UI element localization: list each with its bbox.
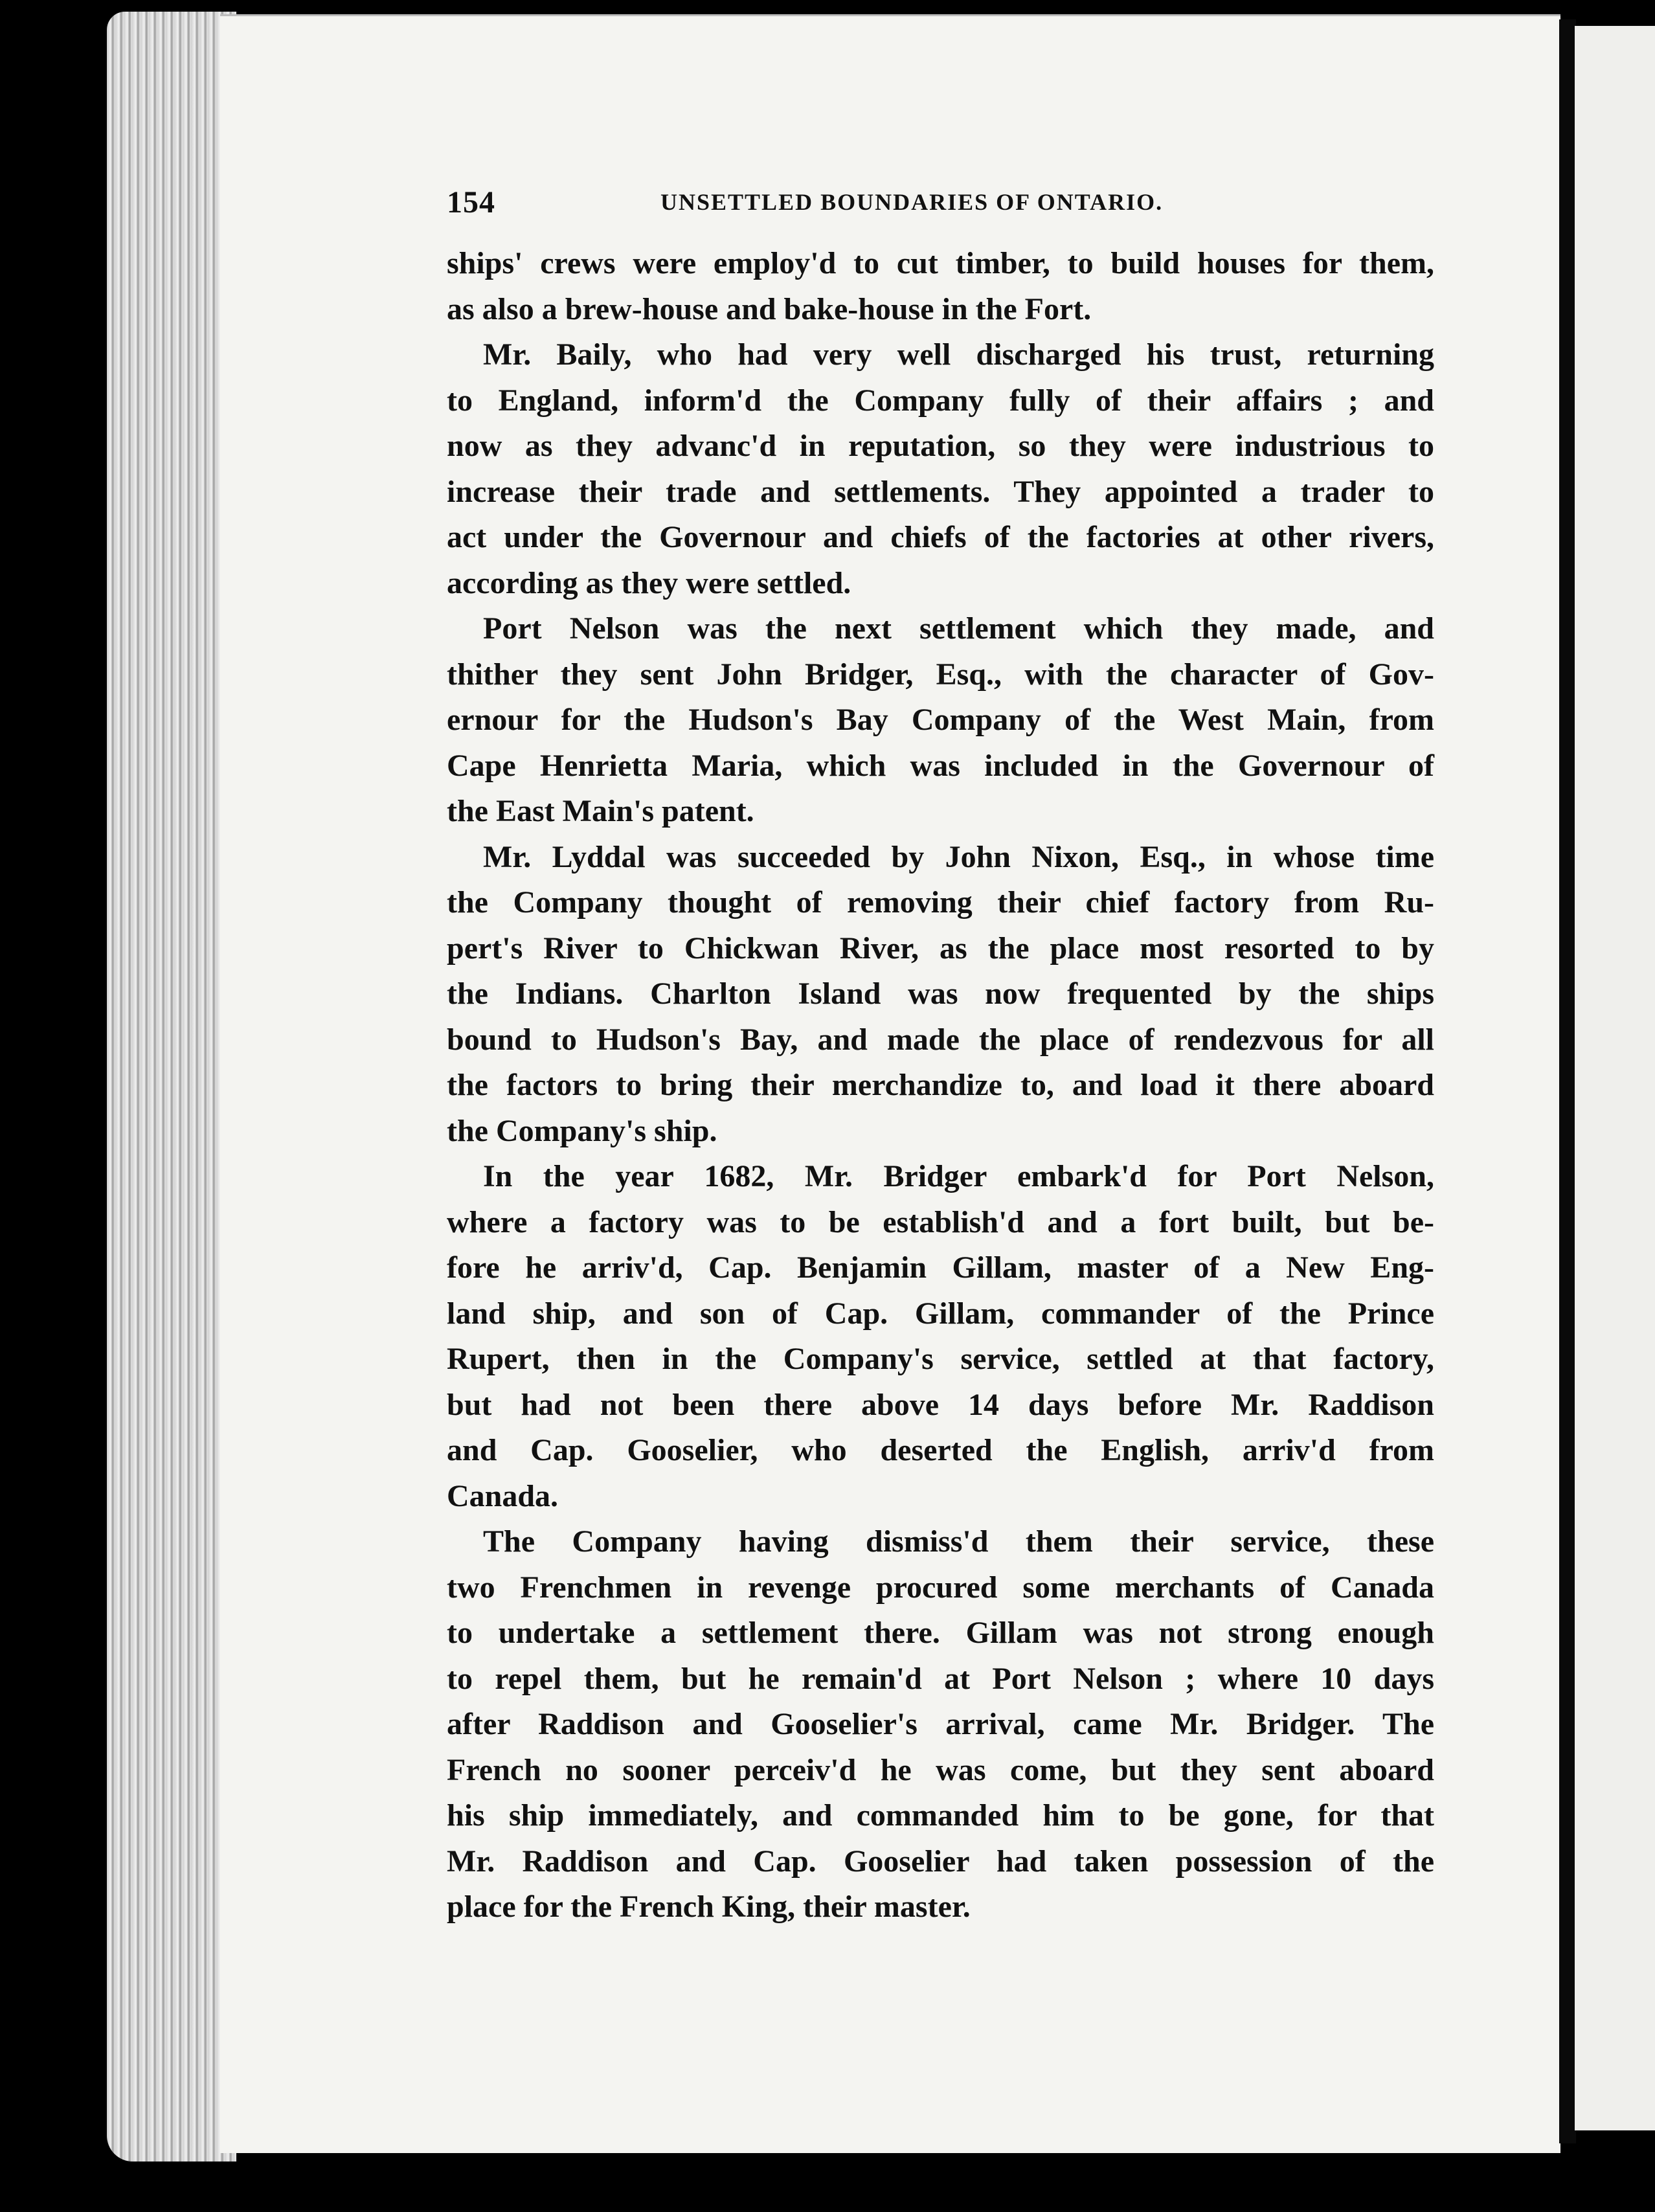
text-line: where a factory was to be establish'd and a fort built, but be- bbox=[447, 1204, 1434, 1239]
text-line: after Raddison and Gooselier's arrival, came Mr. Bridger. The bbox=[447, 1707, 1434, 1741]
text-line: French no sooner perceiv'd he was come, but they sent aboard bbox=[447, 1752, 1434, 1787]
text-line: Canada. bbox=[447, 1478, 559, 1513]
page-header bbox=[447, 185, 1418, 230]
text-line: Cape Henrietta Maria, which was included in the Governour of bbox=[447, 748, 1434, 783]
text-line: increase their trade and settlements. They appointed a trader to bbox=[447, 474, 1434, 509]
facing-page-edge bbox=[1575, 26, 1655, 2130]
text-line: Mr. Baily, who had very well discharged his trust, returning bbox=[483, 337, 1434, 372]
text-line: as also a brew-house and bake-house in the Fort. bbox=[447, 291, 1092, 326]
body-text bbox=[447, 241, 1434, 1930]
text-line: but had not been there above 14 days before Mr. Raddison bbox=[447, 1387, 1434, 1422]
paragraph bbox=[447, 1519, 1434, 1930]
text-line: to repel them, but he remain'd at Port Nelson ; where 10 days bbox=[447, 1661, 1434, 1696]
page-number: 154 bbox=[447, 185, 495, 220]
text-line: to undertake a settlement there. Gillam was not strong enough bbox=[447, 1616, 1434, 1650]
text-line: bound to Hudson's Bay, and made the place of rendezvous for all bbox=[447, 1022, 1434, 1057]
text-line: his ship immediately, and commanded him to be gone, for that bbox=[447, 1798, 1434, 1833]
text-line: the Indians. Charlton Island was now frequented by the ships bbox=[447, 976, 1434, 1011]
text-line: ships' crews were employ'd to cut timber, to build houses for them, bbox=[447, 246, 1434, 280]
text-line: place for the French King, their master. bbox=[447, 1890, 971, 1924]
text-line: the factors to bring their merchandize to, and load it there aboard bbox=[447, 1068, 1434, 1102]
text-line: Mr. Raddison and Cap. Gooselier had taken possession of the bbox=[447, 1844, 1434, 1879]
text-line: fore he arriv'd, Cap. Benjamin Gillam, master of a New Eng- bbox=[447, 1250, 1434, 1285]
text-line: ernour for the Hudson's Bay Company of the West Main, from bbox=[447, 703, 1434, 737]
text-line: The Company having dismiss'd them their service, these bbox=[483, 1524, 1434, 1559]
text-line: and Cap. Gooselier, who deserted the English, arriv'd from bbox=[447, 1433, 1434, 1467]
page-edges bbox=[107, 12, 236, 2161]
text-line: thither they sent John Bridger, Esq., with the character of Gov- bbox=[447, 657, 1434, 692]
text-line: two Frenchmen in revenge procured some merchants of Canada bbox=[447, 1570, 1434, 1605]
text-line: the Company thought of removing their chief factory from Ru- bbox=[447, 885, 1434, 920]
text-line: pert's River to Chickwan River, as the place most resorted to by bbox=[447, 931, 1434, 965]
text-line: the Company's ship. bbox=[447, 1113, 717, 1148]
text-line: Rupert, then in the Company's service, settled at that factory, bbox=[447, 1342, 1434, 1376]
text-line: the East Main's patent. bbox=[447, 794, 754, 828]
text-line: according as they were settled. bbox=[447, 565, 851, 600]
text-line: to England, inform'd the Company fully of their affairs ; and bbox=[447, 383, 1434, 418]
text-line: land ship, and son of Cap. Gillam, commander of the Prince bbox=[447, 1296, 1434, 1331]
text-line: In the year 1682, Mr. Bridger embark'd for Port Nelson, bbox=[483, 1159, 1434, 1193]
text-line: Port Nelson was the next settlement which they made, and bbox=[483, 611, 1434, 646]
book-gutter bbox=[1559, 19, 1576, 2143]
paragraph bbox=[447, 606, 1434, 835]
running-head: UNSETTLED BOUNDARIES OF ONTARIO. bbox=[660, 189, 1164, 215]
paragraph bbox=[447, 332, 1434, 606]
paragraph bbox=[447, 241, 1434, 332]
text-line: act under the Governour and chiefs of the factories at other rivers, bbox=[447, 520, 1434, 554]
text-line: now as they advanc'd in reputation, so they were industrious to bbox=[447, 429, 1434, 463]
text-line: Mr. Lyddal was succeeded by John Nixon, Esq., in whose time bbox=[483, 839, 1434, 874]
paragraph bbox=[447, 835, 1434, 1155]
paragraph bbox=[447, 1154, 1434, 1519]
